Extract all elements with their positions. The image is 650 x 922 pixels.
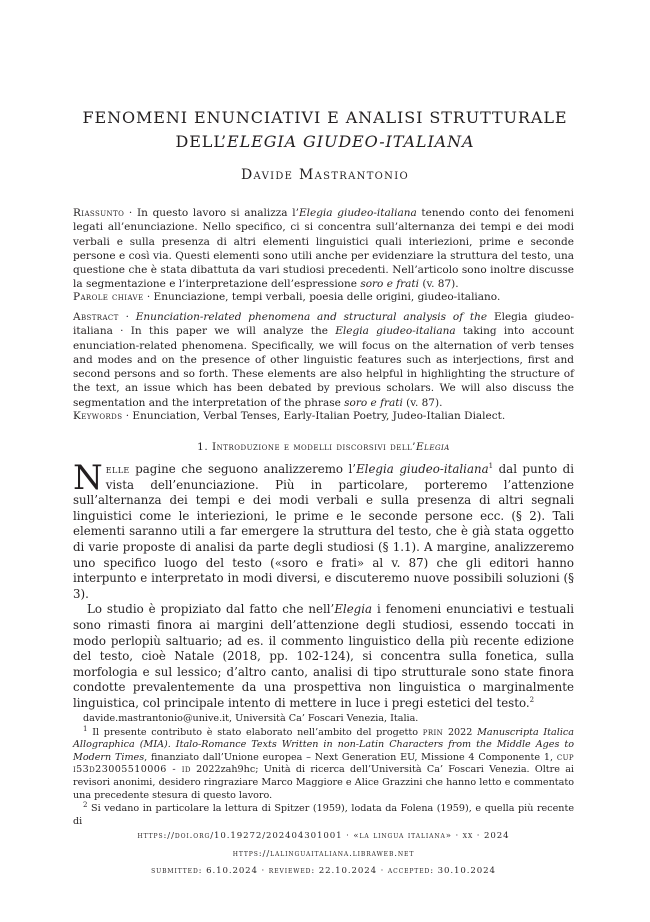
riassunto-italic-1: Elegia giudeo-italiana [298, 207, 417, 219]
abstract-text-1: taking into account enunciation-related phenomena. Specifically, we will focus on the alternation of verb tenses and modes and on the presence of other linguistic features such as interjections, first and second persons and so forth. These elements are also helpful in highlighting the structure of the text, an issue which has been debated by previous scholars. We will also discuss the segmentation and the interpretation of the phrase [73, 325, 574, 409]
para2-text-1: Lo studio è propiziato dal fatto che nell’ [87, 602, 335, 617]
riassunto-sep: · [124, 207, 137, 219]
footnote-1-number: 1 [83, 724, 88, 733]
section-text: Introduzione e modelli discorsivi dell’ [208, 441, 417, 453]
title-line-2-prefix: DELL’ [175, 132, 228, 151]
para1-text-1: pagine che seguono analizzeremo l’ [129, 462, 357, 476]
riassunto-text-3: (v. 87). [419, 278, 459, 291]
para2-text-2: i fenomeni enunciativi e testuali sono rimasti finora ai margini dell’attenzione degli studiosi, essendo toccati in modo perlopiù saltuario; ad es. il commento linguistico della più recente edizione del testo, cioè Natale (2018, pp. 102-124), si concentra sulla fonetica, sulla morfologia e sul lessico; d’altro canto, analisi di tipo strutturale sono state finora condotte prevalentemente da una prospettiva non linguistica o marginalmente linguistica, col principale intento di mettere in luce i pregi estetici del testo. [73, 602, 574, 710]
abstract-text-2: (v. 87). [402, 396, 443, 409]
footnotes [73, 713, 574, 829]
footnote-1-text-1: Il presente contributo è stato elaborato nell’ambito del progetto [87, 726, 423, 738]
footnote-1-text-3: , finanziato dall’Unione europea – Next Generation EU, Missione 4 Componente 1, [144, 751, 557, 763]
title-line-2-italic: ELEGIA GIUDEO-ITALIANA [227, 132, 475, 151]
riassunto-text-1: In questo lavoro si analizza l’ [136, 207, 299, 219]
footer-dates-line: submitted: 6.10.2024 · reviewed: 22.10.2024 · accepted: 30.10.2024 [151, 866, 496, 876]
author-name: Davide Mastrantonio [241, 167, 409, 183]
riassunto-italic-2: soro e frati [360, 278, 420, 291]
para1-text-2: dal punto di vista dell’enunciazione. Più in particolare, porteremo l’attenzione sull’alternanza dei tempi e dei modi verbali e sulla presenza di altri segnali linguistici come le interiezioni, le prime e le seconde persone ecc. (§ 2). Tali elementi saranno utili a far emergere la struttura del testo, che è già stata oggetto di varie proposte di analisi da parte degli studiosi (§ 1.1). A margine, analizzeremo uno specifico luogo del testo («soro e frati» al v. 87) che gli editori hanno interpunto e interpretato in modi diversi, e discuteremo nuove possibili soluzioni (§ 3). [73, 462, 574, 601]
footnote-ref-2[interactable]: 2 [529, 695, 535, 704]
footnote-1-text-5: 2022zah9hc; Unità di ricerca dell’Università Ca’ Foscari Venezia. Oltre ai revisori anonimi, desidero ringraziare Marco Maggiore e Alice Grazzini che hanno letto e commentato una precedente stesura di questo lavoro. [73, 764, 574, 801]
dropcap: N [73, 458, 103, 498]
abstract-text-0: Elegia giudeo-italiana · In this paper we will analyze the [73, 311, 574, 338]
article-title [60, 106, 590, 154]
parole-chiave-label: Parole chiave [73, 291, 144, 303]
footnote-ref-1[interactable]: 1 [488, 462, 494, 471]
section-heading [73, 441, 574, 453]
footnote-1-smallcaps-1: prin [422, 726, 444, 738]
section-number: 1. [197, 441, 209, 453]
footnote-2 [73, 800, 574, 828]
footnote-1-italic-1: Manuscripta Italica Allographica (MIA). Italo-Romance Texts Written in non-Latin Characters from the Middle Ages to Modern Times [73, 726, 574, 763]
abstract-italic-1: Elegia giudeo-italiana [335, 325, 456, 338]
keywords-block [73, 409, 574, 423]
riassunto-block [73, 206, 574, 292]
footnote-2-text: Si vedano in particolare la lettura di Spitzer (1959), lodata da Folena (1959), e quella più recente di [73, 803, 574, 827]
abstract-sep: · [118, 311, 136, 323]
paragraph-1 [73, 458, 574, 602]
footnote-1-text-4: i53d23005510006 - [73, 764, 182, 776]
section-italic: Elegia [416, 441, 450, 453]
opening-smallcaps: elle [105, 462, 130, 476]
abstract-italic-2: soro e frati [344, 396, 403, 409]
riassunto-text-2: tenendo conto dei fenomeni legati all’enunciazione. Nello specifico, ci si concentra sull’alternanza dei tempi e dei modi verbali e sulla presenza di altri elementi linguistici quali interiezioni, prime e seconde persone e così via. Questi elementi sono utili anche per evidenziare la struttura del testo, una questione che è stata dibattuta da vari studiosi precedenti. Nell’articolo sono inoltre discusse la segmentazione e l’interpretazione dell’espressione [73, 207, 575, 291]
para2-italic-1: Elegia [334, 602, 373, 617]
footnote-1-text-2: 2022 [443, 726, 478, 738]
parole-chiave-sep: · [143, 291, 154, 303]
footnote-2-number: 2 [83, 800, 88, 809]
parole-chiave-text: Enunciazione, tempi verbali, poesia delle origini, giudeo-italiano. [153, 291, 501, 303]
footer-doi-line[interactable]: https://doi.org/10.19272/202404301001 · «la lingua italiana» · xx · 2024 [137, 831, 510, 841]
abstract-label: Abstract [73, 311, 119, 323]
footnote-1-smallcaps-2: cup [556, 751, 574, 763]
para1-italic-1: Elegia giudeo-italiana [356, 462, 489, 476]
title-line-1: FENOMENI ENUNCIATIVI E ANALISI STRUTTURALE [82, 108, 568, 127]
keywords-sep: · [122, 410, 133, 422]
paragraph-2 [73, 602, 574, 711]
riassunto-label: Riassunto [73, 207, 125, 219]
abstract-italic-0: Enunciation-related phenomena and structural analysis of the [135, 311, 488, 323]
footer-website-line[interactable]: https://lalinguaitaliana.libraweb.net [232, 849, 415, 859]
title-line-2 [60, 130, 590, 154]
parole-chiave-block [73, 290, 574, 304]
abstract-block [73, 310, 574, 410]
keywords-text: Enunciation, Verbal Tenses, Early-Italian Poetry, Judeo-Italian Dialect. [132, 410, 506, 422]
footnote-1-smallcaps-3: id [181, 764, 191, 776]
body-text [73, 458, 574, 712]
keywords-label: Keywords [73, 410, 123, 422]
affiliation-note: davide.mastrantonio@unive.it, Università Ca’ Foscari Venezia, Italia. [83, 713, 419, 724]
footnote-1 [73, 724, 574, 803]
